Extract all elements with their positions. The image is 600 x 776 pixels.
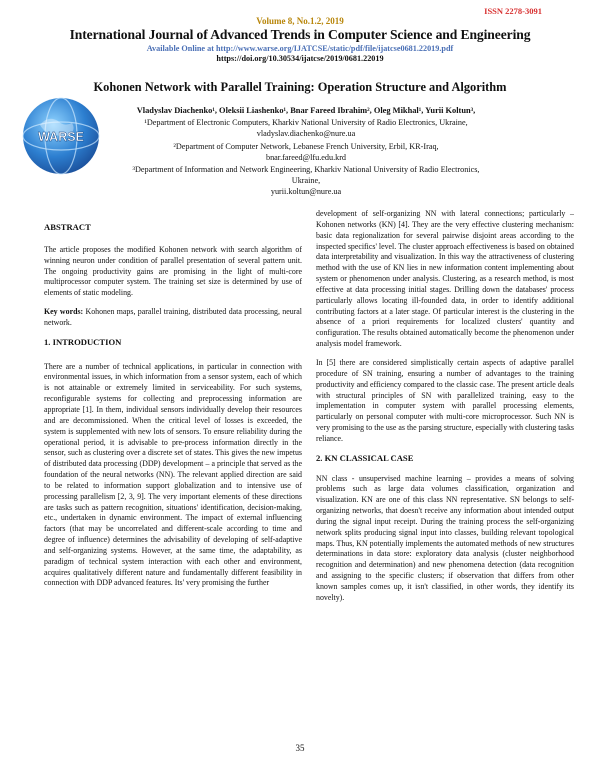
affiliation-1: ¹Department of Electronic Computers, Kharkiv National University of Radio Electronics, Ukraine, <box>144 118 468 128</box>
issn: ISSN 2278-3091 <box>484 6 542 16</box>
right-paragraph-2: In [5] there are considered simplistically certain aspects of adaptive parallel procedure of SN training, ensuring a number of advantages to the training productivity and efficiency compared to the classic case. The present article deals with structural principles of SN with parallelized training, easy to the implementation in computer system with parallel processing elements, particularly on personal computer with multi-core microprocessor. Such NN is very promising to the use as the parsing structure, especially with clustering tasks reliance. <box>316 357 574 443</box>
section2-heading: 2. KN CLASSICAL CASE <box>316 452 414 463</box>
intro-heading: 1. INTRODUCTION <box>44 336 122 347</box>
warse-logo <box>20 95 102 177</box>
intro-text: There are a number of technical applications, in particular in connection with environmental issues, in which information from a sensor system, each of which is not attainable or extremely limited in serviceability. For such systems, reconfigurable systems for collecting and preprocessing information are appropriate [1]. In them, individual sensors individually develop their resources and are decommissioned. When the critical level of losses is exceeded, the system is supplemented with new lots of sensors. To ensure reliability during the operational period, it is advisable to pre-process information directly in the sensor, such as clustering over a discrete set of states. This gives the new impetus of distributed data processing (DDP) development – a principle that served as the foundation of the neural networks (NN). The relevant applied direction are said to be related to information support globalization and to intensive use of processing parallelism [2, 3, 9]. The very important elements of these directions are tasks such as pattern recognition, situations' identification, decision-making, etc., undertaken in dynamic environment. The impact of external influencing factors (that may be uncorrelated and different-scale according to time and degree of influence) determines the advisability of developing of self-adaptive and self-organizing systems. However, at the same time, the adaptability, as paradigm of technical system interaction with each other and environment, acquires qualitatively different nature and fundamentally different feasibility in connection with DDP advanced features. Its' very promising the further <box>44 361 302 588</box>
keywords <box>44 307 302 329</box>
affiliation-3: ³Department of Information and Network Engineering, Kharkiv National University of Radio Electronics, <box>132 165 480 175</box>
email-2[interactable]: bnar.fareed@lfu.edu.krd <box>265 152 347 162</box>
keywords-label: Key words: <box>44 307 84 317</box>
right-column <box>316 209 574 612</box>
page-number: 35 <box>295 743 305 753</box>
author-names: Vladyslav Diachenko¹, Oleksii Liashenko¹, Bnar Fareed Ibrahim², Oleg Mikhal¹, Yurii Koltun³, <box>136 106 476 115</box>
email-1[interactable]: vladyslav.diachenko@nure.ua <box>256 129 356 139</box>
abstract-text: The article proposes the modified Kohonen network with search algorithm of winning neuron under condition of parallel presentation of several pattern unit. The ongoing productivity gains are promising in the light of multi-core multiprocessor computer system. The training set size is determined by use of elements of static modeling. <box>44 244 302 298</box>
right-paragraph-1: development of self-organizing NN with lateral connections; particularly – Kohonen networks (KN) [4]. They are the very effective clustering mechanism: basic data regionalization for several pairwise disjoint areas according to the inspected specifics' level. The cluster approach effectiveness is based on obtained data interpretability and visualization. In this way the attractiveness of clustering method with the use of KN lies in new information content implementing about system or phenomenon under analysis. Clustering, as a research method, is most effective at data processing initial stages. Drilling down the databases' process particularly allows locating ill-founded data, in order to identify additional contributing factors at a later stage. Of particular interest is the clustering in the absence of a priori requirements for localized clusters' quantity and configuration. The results obtained automatically become the phenomenon under analysis model framework. <box>316 209 574 349</box>
left-column <box>44 222 302 597</box>
paper-title: Kohonen Network with Parallel Training: Operation Structure and Algorithm <box>93 80 507 94</box>
available-link[interactable]: Available Online at http://www.warse.org/IJATCSE/static/pdf/file/ijatcse0681.22019.pdf <box>146 44 454 53</box>
abstract-heading: ABSTRACT <box>44 222 91 232</box>
affiliation-3-country: Ukraine, <box>291 176 321 186</box>
authors-block <box>96 105 516 198</box>
doi-link[interactable]: https://doi.org/10.30534/ijatcse/2019/0681.22019 <box>216 54 384 63</box>
right-paragraph-3: NN class - unsupervised machine learning – provides a means of solving problems such as large data volumes classification, organization and visualization. KN are one of this class NN representative. SN belongs to self-organizing networks, that doesn't receive any information about intended output during the signal input receipt. During the training process the self-organizing network splits producing signal input into classes, building relevant topological maps. Thus, KN potentially implements the automated methods of new structures determinations in data store: exploratory data analysis (cluster neighborhood recognition and determination) and new phenomena detection (data recognition and assigning to the specific clusters; if observation that differs from other known samples comes up, it isn't classified, in other words, they identify its novelty). <box>316 473 574 602</box>
logo-text: WARSE <box>38 130 84 144</box>
affiliation-2: ²Department of Computer Network, Lebanese French University, Erbil, KR-Iraq, <box>173 141 439 151</box>
keywords-text: Kohonen maps, parallel training, distributed data processing, neural network. <box>44 307 302 327</box>
volume-line: Volume 8, No.1.2, 2019 <box>256 16 344 26</box>
journal-header <box>0 16 600 63</box>
journal-title: International Journal of Advanced Trends in Computer Science and Engineering <box>69 27 531 42</box>
email-3[interactable]: yurii.koltun@nure.ua <box>270 187 342 197</box>
